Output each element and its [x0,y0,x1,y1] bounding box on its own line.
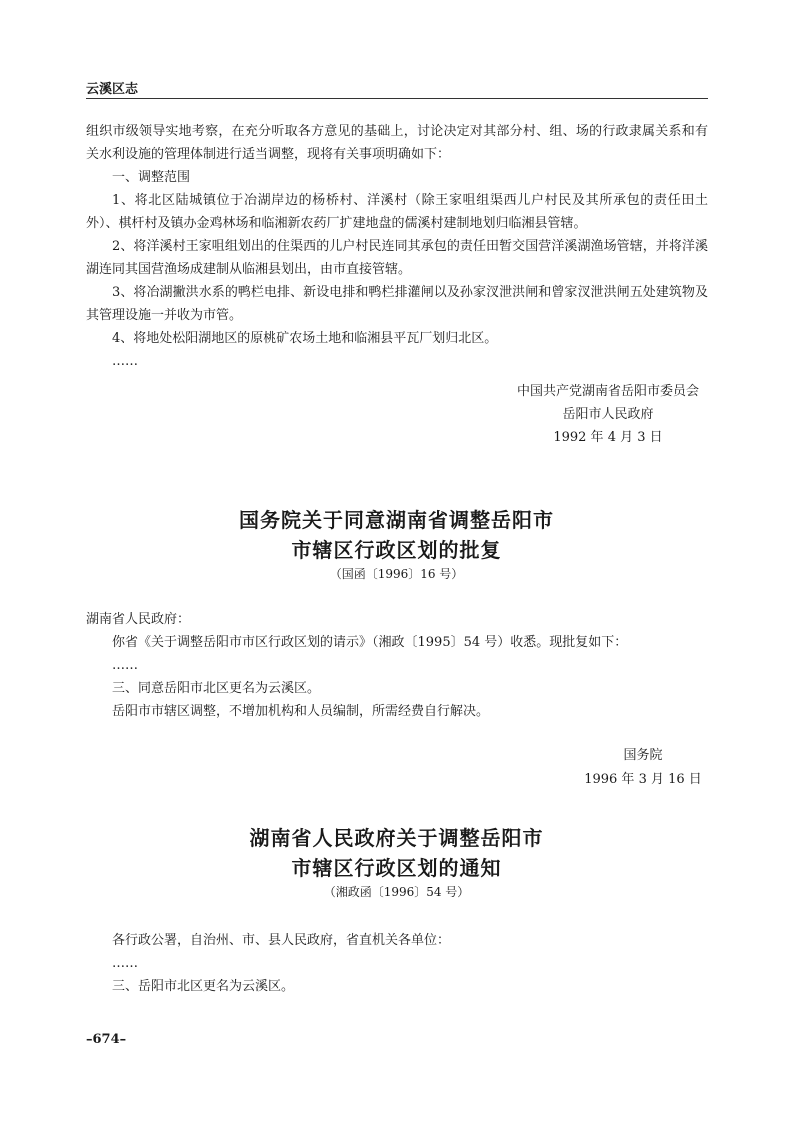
doc1-ellipsis: …… [112,354,138,369]
header-title: 云溪区志 [86,82,139,97]
doc2-date: 1996 年 3 月 16 日 [584,772,702,787]
doc3-title-line2: 市辖区行政区划的通知 [291,856,502,880]
doc3-title-line1: 湖南省人民政府关于调整岳阳市 [249,826,544,850]
doc2-title-line1: 国务院关于同意湖南省调整岳阳市 [239,508,554,532]
doc2-signer: 国务院 [623,748,663,763]
doc3-addressee: 各行政公署，自治州、市、县人民政府，省直机关各单位： [112,933,451,948]
doc2-body: 你省《关于调整岳阳市市区行政区划的请示》（湘政〔1995〕54 号）收悉。现批复如下： [112,635,628,650]
doc1-item-3: 3、将冶湖撇洪水系的鸭栏电排、新设电排和鸭栏排灌闸以及孙家汊泄洪闸和曾家汊泄洪闸五处建筑物及其管理设施一并收为市管。 [86,285,708,323]
doc1-signer-government: 岳阳市人民政府 [562,407,654,422]
doc2-line-3: 三、同意岳阳市北区更名为云溪区。 [112,681,321,696]
doc1-item-2: 2、将洋溪村王家咀组划出的住渠西的儿户村民连同其承包的责任田暂交国营洋溪湖渔场管辖，并将洋溪湖连同其国营渔场成建制从临湘县划出，由市直接管辖。 [86,239,708,277]
doc2-doc-number: （国函〔1996〕16 号） [329,567,464,581]
doc2-addressee: 湖南省人民政府： [86,612,191,627]
doc3-line-3: 三、岳阳市北区更名为云溪区。 [112,979,295,994]
doc2-line-4: 岳阳市市辖区调整，不增加机构和人员编制，所需经费自行解决。 [112,704,490,719]
doc1-item-1: 1、将北区陆城镇位于冶湖岸边的杨桥村、洋溪村（除王家咀组渠西儿户村民及其所承包的责任田土外）、棋杆村及镇办金鸡林场和临湘新农药厂扩建地盘的儒溪村建制地划归临湘县管辖。 [86,193,708,231]
doc3-ellipsis: …… [112,956,138,971]
doc3-doc-number: （湘政函〔1996〕54 号） [323,885,470,899]
doc1-signer-party: 中国共产党湖南省岳阳市委员会 [516,384,699,399]
header-rule [86,98,708,99]
doc1-date: 1992 年 4 月 3 日 [553,430,663,445]
page-number: –674– [86,1032,127,1047]
doc1-section: 一、调整范围 [112,170,191,185]
doc1-item-4: 4、将地处松阳湖地区的原桃矿农场土地和临湘县平瓦厂划归北区。 [112,331,498,346]
doc1-intro: 组织市级领导实地考察，在充分听取各方意见的基础上，讨论决定对其部分村、组、场的行政隶属关系和有关水利设施的管理体制进行适当调整，现将有关事项明确如下： [86,124,708,162]
doc2-ellipsis: …… [112,658,138,673]
doc2-title-line2: 市辖区行政区划的批复 [291,538,502,562]
